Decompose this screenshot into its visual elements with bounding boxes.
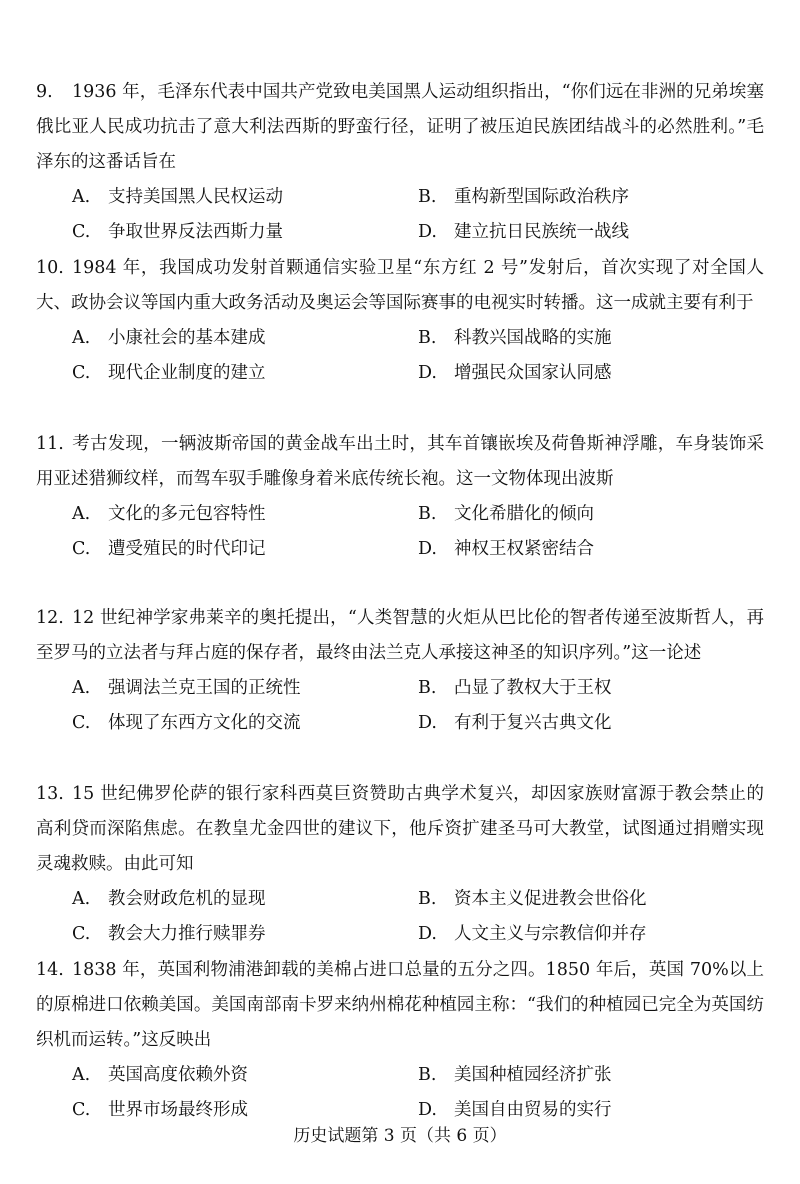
question-number: 12. <box>36 608 64 628</box>
options-row <box>72 215 764 250</box>
option-letter: D. <box>418 713 437 733</box>
option-letter: C. <box>72 222 91 242</box>
option-a[interactable] <box>72 882 418 917</box>
options-row <box>72 180 764 215</box>
option-text: 资本主义促进教会世俗化 <box>454 889 647 909</box>
option-text: 建立抗日民族统一战线 <box>454 222 629 242</box>
option-letter: D. <box>418 539 437 559</box>
option-text: 强调法兰克王国的正统性 <box>108 678 301 698</box>
option-letter: C. <box>72 1100 91 1120</box>
question-12 <box>36 601 764 741</box>
question-text: 1936 年，毛泽东代表中国共产党致电美国黑人运动组织指出，“你们远在非洲的兄弟埃塞俄比亚人民成功抗击了意大利法西斯的野蛮行径，证明了被压迫民族团结战斗的必然胜利。”毛泽东的这番话旨在 <box>36 82 764 172</box>
option-text: 人文主义与宗教信仰并存 <box>454 924 647 944</box>
question-number: 9. <box>36 82 53 102</box>
question-stem <box>36 953 764 1058</box>
question-number: 10. <box>36 258 64 278</box>
option-text: 有利于复兴古典文化 <box>454 713 612 733</box>
option-c[interactable] <box>72 215 418 250</box>
option-text: 美国自由贸易的实行 <box>454 1100 612 1120</box>
question-stem <box>36 251 764 321</box>
options-row <box>72 497 764 532</box>
page-footer: 历史试题第 3 页（共 6 页） <box>293 1126 507 1146</box>
option-text: 文化希腊化的倾向 <box>454 504 594 524</box>
option-letter: B. <box>418 1065 437 1085</box>
option-text: 神权王权紧密结合 <box>454 539 594 559</box>
option-letter: D. <box>418 924 437 944</box>
question-number: 13. <box>36 784 64 804</box>
question-stem <box>36 75 764 180</box>
option-letter: B. <box>418 187 437 207</box>
option-text: 英国高度依赖外资 <box>108 1065 248 1085</box>
question-text: 12 世纪神学家弗莱辛的奥托提出，“人类智慧的火炬从巴比伦的智者传递至波斯哲人，再至罗马的立法者与拜占庭的保存者，最终由法兰克人承接这神圣的知识序列。”这一论述 <box>36 608 764 663</box>
option-b[interactable] <box>418 497 764 532</box>
option-text: 重构新型国际政治秩序 <box>454 187 629 207</box>
options-row <box>72 706 764 741</box>
option-c[interactable] <box>72 917 418 952</box>
question-text: 考古发现，一辆波斯帝国的黄金战车出土时，其车首镶嵌埃及荷鲁斯神浮雕，车身装饰采用亚述猎狮纹样，而驾车驭手雕像身着米底传统长袍。这一文物体现出波斯 <box>36 434 764 489</box>
question-number: 11. <box>36 434 64 454</box>
option-letter: A. <box>72 889 91 909</box>
question-text: 15 世纪佛罗伦萨的银行家科西莫巨资赞助古典学术复兴，却因家族财富源于教会禁止的高利贷而深陷焦虑。在教皇尤金四世的建议下，他斥资扩建圣马可大教堂，试图通过捐赠实现灵魂救赎。由此可知 <box>36 784 764 874</box>
option-letter: C. <box>72 363 91 383</box>
option-text: 教会大力推行赎罪券 <box>108 924 266 944</box>
option-text: 增强民众国家认同感 <box>454 363 612 383</box>
question-14 <box>36 953 764 1128</box>
option-letter: A. <box>72 328 91 348</box>
option-b[interactable] <box>418 180 764 215</box>
option-a[interactable] <box>72 180 418 215</box>
question-stem <box>36 777 764 882</box>
options-row <box>72 882 764 917</box>
option-text: 世界市场最终形成 <box>108 1100 248 1120</box>
option-text: 遭受殖民的时代印记 <box>108 539 266 559</box>
question-9 <box>36 75 764 250</box>
question-10 <box>36 251 764 391</box>
option-text: 凸显了教权大于王权 <box>454 678 612 698</box>
option-letter: D. <box>418 1100 437 1120</box>
options-row <box>72 917 764 952</box>
option-text: 争取世界反法西斯力量 <box>108 222 283 242</box>
options-row <box>72 321 764 356</box>
option-text: 科教兴国战略的实施 <box>454 328 612 348</box>
option-b[interactable] <box>418 882 764 917</box>
option-d[interactable] <box>418 706 764 741</box>
option-letter: A. <box>72 187 91 207</box>
option-text: 支持美国黑人民权运动 <box>108 187 283 207</box>
option-letter: B. <box>418 504 437 524</box>
option-text: 小康社会的基本建成 <box>108 328 266 348</box>
option-letter: B. <box>418 678 437 698</box>
option-a[interactable] <box>72 671 418 706</box>
option-b[interactable] <box>418 1058 764 1093</box>
option-text: 文化的多元包容特性 <box>108 504 266 524</box>
options-row <box>72 356 764 391</box>
option-letter: D. <box>418 363 437 383</box>
option-letter: C. <box>72 713 91 733</box>
option-letter: B. <box>418 889 437 909</box>
option-c[interactable] <box>72 356 418 391</box>
question-stem <box>36 601 764 671</box>
option-b[interactable] <box>418 321 764 356</box>
option-letter: A. <box>72 1065 91 1085</box>
option-a[interactable] <box>72 1058 418 1093</box>
option-a[interactable] <box>72 497 418 532</box>
option-text: 现代企业制度的建立 <box>108 363 266 383</box>
option-c[interactable] <box>72 706 418 741</box>
question-stem <box>36 427 764 497</box>
option-text: 美国种植园经济扩张 <box>454 1065 612 1085</box>
option-b[interactable] <box>418 671 764 706</box>
options-row <box>72 1058 764 1093</box>
option-letter: A. <box>72 678 91 698</box>
option-a[interactable] <box>72 321 418 356</box>
option-letter: D. <box>418 222 437 242</box>
question-11 <box>36 427 764 567</box>
option-letter: B. <box>418 328 437 348</box>
option-letter: A. <box>72 504 91 524</box>
question-text: 1984 年，我国成功发射首颗通信实验卫星“东方红 2 号”发射后，首次实现了对全国人大、政协会议等国内重大政务活动及奥运会等国际赛事的电视实时转播。这一成就主要有利于 <box>36 258 764 313</box>
option-letter: C. <box>72 539 91 559</box>
option-text: 体现了东西方文化的交流 <box>108 713 301 733</box>
options-row <box>72 532 764 567</box>
option-text: 教会财政危机的显现 <box>108 889 266 909</box>
option-d[interactable] <box>418 532 764 567</box>
option-c[interactable] <box>72 532 418 567</box>
option-d[interactable] <box>418 215 764 250</box>
options-row <box>72 671 764 706</box>
question-text: 1838 年，英国利物浦港卸载的美棉占进口总量的五分之四。1850 年后，英国 70%以上的原棉进口依赖美国。美国南部南卡罗来纳州棉花种植园主称：“我们的种植园已完全为英国纺织机而运转。”这反映出 <box>36 960 764 1050</box>
question-number: 14. <box>36 960 64 980</box>
option-d[interactable] <box>418 917 764 952</box>
option-letter: C. <box>72 924 91 944</box>
question-13 <box>36 777 764 952</box>
option-d[interactable] <box>418 356 764 391</box>
